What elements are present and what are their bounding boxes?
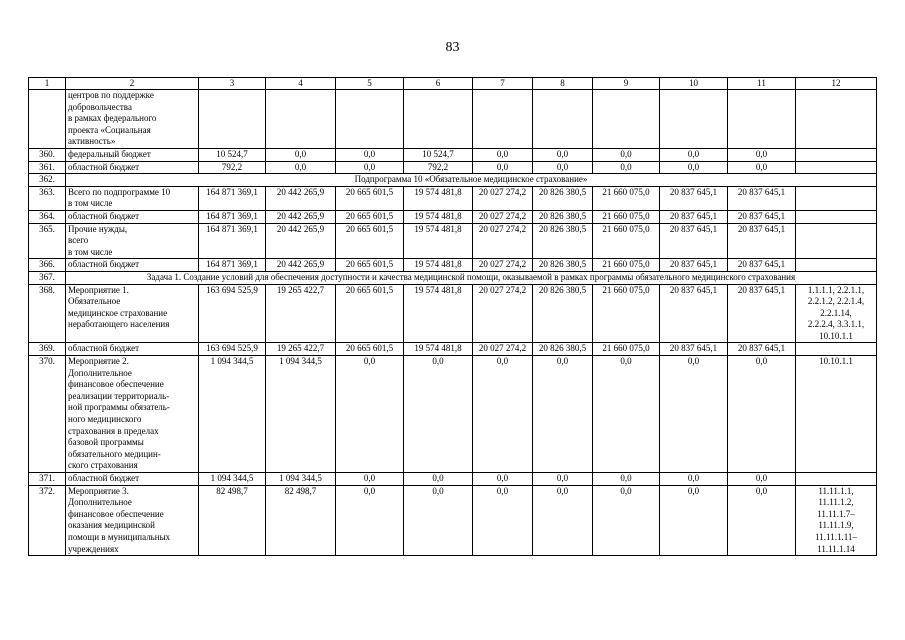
- indicator-codes: [796, 473, 877, 486]
- row-number: 362.: [29, 174, 66, 187]
- amount-cell: 21 660 075,0: [593, 343, 660, 356]
- amount-cell: 20 027 274,2: [473, 259, 533, 272]
- amount-cell: 0,0: [593, 356, 660, 473]
- row-number: 361.: [29, 161, 66, 174]
- row-label: областной бюджет: [66, 210, 199, 223]
- amount-cell: 20 837 645,1: [728, 186, 796, 210]
- amount-cell: 0,0: [728, 485, 796, 556]
- indicator-codes: [796, 343, 877, 356]
- amount-cell: 20 837 645,1: [728, 284, 796, 343]
- row-label: федеральный бюджет: [66, 148, 199, 161]
- amount-cell: 19 574 481,8: [404, 223, 473, 259]
- amount-cell: 20 837 645,1: [728, 210, 796, 223]
- amount-cell: 0,0: [473, 161, 533, 174]
- amount-cell: 0,0: [266, 161, 336, 174]
- row-label: областной бюджет: [66, 343, 199, 356]
- amount-cell: 20 837 645,1: [660, 186, 728, 210]
- table-body: [29, 78, 877, 556]
- table-row: [29, 210, 877, 223]
- amount-cell: 1 094 344,5: [199, 356, 266, 473]
- row-number: 369.: [29, 343, 66, 356]
- amount-cell: 20 826 380,5: [533, 259, 593, 272]
- amount-cell: 0,0: [404, 485, 473, 556]
- amount-cell: 20 837 645,1: [660, 259, 728, 272]
- amount-cell: 20 826 380,5: [533, 186, 593, 210]
- row-label: Мероприятие 3. Дополнительное финансовое обеспечение оказания медицинской помощи в муниципальных учреждениях: [66, 485, 199, 556]
- amount-cell: 792,2: [404, 161, 473, 174]
- amount-cell: [336, 90, 404, 149]
- row-number: 364.: [29, 210, 66, 223]
- column-number: 11: [728, 78, 796, 90]
- row-label: областной бюджет: [66, 161, 199, 174]
- row-label: Прочие нужды, всего в том числе: [66, 223, 199, 259]
- amount-cell: 0,0: [593, 473, 660, 486]
- amount-cell: 0,0: [533, 473, 593, 486]
- amount-cell: 20 837 645,1: [660, 223, 728, 259]
- amount-cell: 0,0: [336, 356, 404, 473]
- amount-cell: 19 574 481,8: [404, 284, 473, 343]
- row-number: 371.: [29, 473, 66, 486]
- amount-cell: 19 574 481,8: [404, 259, 473, 272]
- amount-cell: 20 837 645,1: [728, 343, 796, 356]
- amount-cell: 0,0: [473, 148, 533, 161]
- indicator-codes: [796, 186, 877, 210]
- amount-cell: 20 665 601,5: [336, 186, 404, 210]
- table-row: [29, 161, 877, 174]
- row-number: 366.: [29, 259, 66, 272]
- amount-cell: 0,0: [660, 356, 728, 473]
- column-number: 3: [199, 78, 266, 90]
- amount-cell: 163 694 525,9: [199, 284, 266, 343]
- amount-cell: 20 826 380,5: [533, 284, 593, 343]
- amount-cell: 0,0: [660, 485, 728, 556]
- amount-cell: 0,0: [728, 148, 796, 161]
- amount-cell: 10 524,7: [404, 148, 473, 161]
- table-row: [29, 259, 877, 272]
- amount-cell: 21 660 075,0: [593, 284, 660, 343]
- column-number: 9: [593, 78, 660, 90]
- amount-cell: 19 574 481,8: [404, 186, 473, 210]
- amount-cell: 0,0: [593, 485, 660, 556]
- column-number: 2: [66, 78, 199, 90]
- amount-cell: 1 094 344,5: [266, 356, 336, 473]
- amount-cell: 0,0: [266, 148, 336, 161]
- indicator-codes: [796, 223, 877, 259]
- amount-cell: 21 660 075,0: [593, 223, 660, 259]
- amount-cell: 0,0: [593, 161, 660, 174]
- amount-cell: [728, 90, 796, 149]
- column-number: 12: [796, 78, 877, 90]
- amount-cell: 20 665 601,5: [336, 259, 404, 272]
- indicator-codes: 11.11.1.1, 11.11.1.2, 11.11.1.7– 11.11.1.9, 11.11.1.11– 11.11.1.14: [796, 485, 877, 556]
- amount-cell: 21 660 075,0: [593, 210, 660, 223]
- amount-cell: 20 442 265,9: [266, 223, 336, 259]
- table-row: [29, 271, 877, 284]
- amount-cell: [660, 90, 728, 149]
- amount-cell: 164 871 369,1: [199, 223, 266, 259]
- row-number: 368.: [29, 284, 66, 343]
- amount-cell: 0,0: [728, 356, 796, 473]
- amount-cell: 20 665 601,5: [336, 284, 404, 343]
- amount-cell: 20 027 274,2: [473, 284, 533, 343]
- table-row: [29, 174, 877, 187]
- amount-cell: 20 837 645,1: [660, 284, 728, 343]
- amount-cell: 0,0: [533, 485, 593, 556]
- amount-cell: 0,0: [728, 473, 796, 486]
- amount-cell: 21 660 075,0: [593, 259, 660, 272]
- indicator-codes: 10.10.1.1: [796, 356, 877, 473]
- amount-cell: 163 694 525,9: [199, 343, 266, 356]
- amount-cell: 20 665 601,5: [336, 343, 404, 356]
- table-row: [29, 356, 877, 473]
- row-number: [29, 90, 66, 149]
- amount-cell: 792,2: [199, 161, 266, 174]
- amount-cell: 1 094 344,5: [266, 473, 336, 486]
- amount-cell: 0,0: [404, 356, 473, 473]
- budget-table: [28, 77, 877, 556]
- column-number: 8: [533, 78, 593, 90]
- amount-cell: 20 442 265,9: [266, 186, 336, 210]
- amount-cell: 0,0: [660, 161, 728, 174]
- table-row: [29, 90, 877, 149]
- page-number: 83: [445, 40, 460, 55]
- section-heading: Подпрограмма 10 «Обязательное медицинское страхование»: [66, 174, 877, 187]
- table-row: [29, 148, 877, 161]
- row-label: областной бюджет: [66, 259, 199, 272]
- row-label: Мероприятие 1. Обязательное медицинское страхование неработающего населения: [66, 284, 199, 343]
- amount-cell: 20 826 380,5: [533, 223, 593, 259]
- amount-cell: 20 027 274,2: [473, 210, 533, 223]
- amount-cell: 0,0: [728, 161, 796, 174]
- amount-cell: 20 442 265,9: [266, 210, 336, 223]
- indicator-codes: [796, 148, 877, 161]
- amount-cell: 0,0: [404, 473, 473, 486]
- row-number: 365.: [29, 223, 66, 259]
- amount-cell: [593, 90, 660, 149]
- amount-cell: 20 665 601,5: [336, 210, 404, 223]
- amount-cell: 20 027 274,2: [473, 223, 533, 259]
- amount-cell: [199, 90, 266, 149]
- amount-cell: 0,0: [593, 148, 660, 161]
- amount-cell: 20 826 380,5: [533, 343, 593, 356]
- indicator-codes: [796, 210, 877, 223]
- column-number: 4: [266, 78, 336, 90]
- amount-cell: 164 871 369,1: [199, 210, 266, 223]
- amount-cell: 20 442 265,9: [266, 259, 336, 272]
- amount-cell: 19 265 422,7: [266, 284, 336, 343]
- table-row: [29, 343, 877, 356]
- amount-cell: 0,0: [473, 485, 533, 556]
- column-number: 6: [404, 78, 473, 90]
- amount-cell: 21 660 075,0: [593, 186, 660, 210]
- row-label: Мероприятие 2. Дополнительное финансовое обеспечение реализации территориаль- ной программы обязатель- ного медицинского страхования в пределах базовой программы обязательного медицин- ского страхования: [66, 356, 199, 473]
- amount-cell: 0,0: [336, 161, 404, 174]
- amount-cell: 19 265 422,7: [266, 343, 336, 356]
- amount-cell: [473, 90, 533, 149]
- amount-cell: 20 826 380,5: [533, 210, 593, 223]
- indicator-codes: [796, 90, 877, 149]
- amount-cell: 0,0: [336, 473, 404, 486]
- column-number: 1: [29, 78, 66, 90]
- amount-cell: [266, 90, 336, 149]
- row-label: Всего по подпрограмме 10 в том числе: [66, 186, 199, 210]
- column-number-row: [29, 78, 877, 90]
- amount-cell: 0,0: [473, 473, 533, 486]
- column-number: 10: [660, 78, 728, 90]
- amount-cell: 20 837 645,1: [728, 223, 796, 259]
- amount-cell: 0,0: [533, 148, 593, 161]
- table-row: [29, 284, 877, 343]
- amount-cell: 82 498,7: [266, 485, 336, 556]
- amount-cell: 20 837 645,1: [728, 259, 796, 272]
- column-number: 5: [336, 78, 404, 90]
- column-number: 7: [473, 78, 533, 90]
- amount-cell: 0,0: [336, 148, 404, 161]
- amount-cell: [533, 90, 593, 149]
- amount-cell: 19 574 481,8: [404, 210, 473, 223]
- section-heading: Задача 1. Создание условий для обеспечения доступности и качества медицинской помощи, оказываемой в рамках программы обязательного медицинского страхования: [66, 271, 877, 284]
- row-number: 363.: [29, 186, 66, 210]
- amount-cell: 20 665 601,5: [336, 223, 404, 259]
- amount-cell: 0,0: [533, 356, 593, 473]
- amount-cell: [404, 90, 473, 149]
- amount-cell: 20 837 645,1: [660, 343, 728, 356]
- amount-cell: 0,0: [660, 473, 728, 486]
- amount-cell: 10 524,7: [199, 148, 266, 161]
- row-label: центров по поддержке добровольчества в рамках федерального проекта «Социальная активность»: [66, 90, 199, 149]
- row-number: 367.: [29, 271, 66, 284]
- row-label: областной бюджет: [66, 473, 199, 486]
- table-row: [29, 485, 877, 556]
- row-number: 360.: [29, 148, 66, 161]
- indicator-codes: [796, 161, 877, 174]
- table-row: [29, 473, 877, 486]
- amount-cell: 0,0: [336, 485, 404, 556]
- amount-cell: 20 837 645,1: [660, 210, 728, 223]
- row-number: 372.: [29, 485, 66, 556]
- amount-cell: 19 574 481,8: [404, 343, 473, 356]
- amount-cell: 0,0: [473, 356, 533, 473]
- indicator-codes: [796, 259, 877, 272]
- amount-cell: 20 027 274,2: [473, 186, 533, 210]
- amount-cell: 1 094 344,5: [199, 473, 266, 486]
- amount-cell: 82 498,7: [199, 485, 266, 556]
- table-row: [29, 186, 877, 210]
- table-row: [29, 223, 877, 259]
- amount-cell: 20 027 274,2: [473, 343, 533, 356]
- amount-cell: 0,0: [533, 161, 593, 174]
- indicator-codes: 1.1.1.1, 2.2.1.1, 2.2.1.2, 2.2.1.4, 2.2.1.14, 2.2.2.4, 3.3.1.1, 10.10.1.1: [796, 284, 877, 343]
- amount-cell: 164 871 369,1: [199, 259, 266, 272]
- amount-cell: 0,0: [660, 148, 728, 161]
- amount-cell: 164 871 369,1: [199, 186, 266, 210]
- row-number: 370.: [29, 356, 66, 473]
